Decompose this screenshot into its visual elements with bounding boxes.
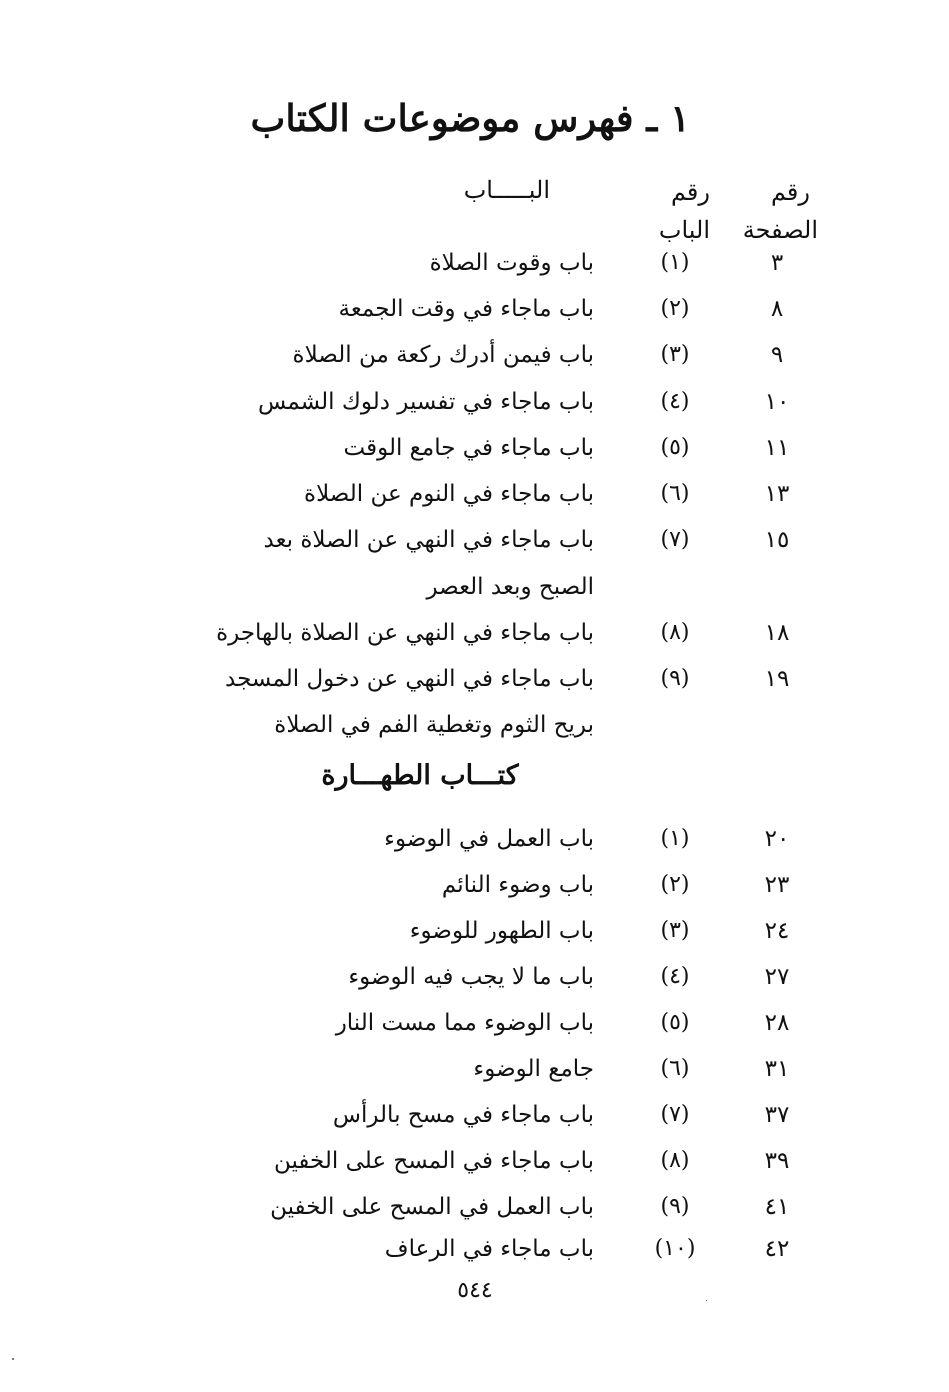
bab-number: (٨) — [660, 1148, 690, 1173]
page-number: ٨ — [770, 296, 784, 322]
bab-title-continuation: الصبح وبعد العصر — [426, 574, 594, 600]
table-row — [0, 1102, 949, 1142]
header-page-number-line2: الصفحة — [742, 216, 818, 244]
page-number: ٣٧ — [764, 1102, 790, 1128]
bab-title: باب العمل في الوضوء — [384, 826, 594, 852]
bab-number: (٢) — [660, 872, 690, 897]
bab-number: (٩) — [660, 1194, 690, 1219]
table-row — [0, 1010, 949, 1050]
table-row — [0, 1148, 949, 1188]
header-bab-number-line2: الباب — [658, 216, 710, 244]
bab-title: باب ماجاء في وقت الجمعة — [338, 296, 594, 322]
bab-number: (٢) — [660, 296, 690, 321]
page-number: ٢٨ — [764, 1010, 790, 1036]
bab-number: (٦) — [660, 481, 690, 506]
bab-title: باب ماجاء في مسح بالرأس — [332, 1102, 594, 1128]
page-number: ٢٣ — [764, 872, 790, 898]
page-number: ٩ — [770, 342, 784, 368]
page-number: ٤١ — [764, 1194, 790, 1220]
table-row — [0, 964, 949, 1004]
table-row — [0, 296, 949, 336]
table-row — [0, 872, 949, 912]
table-row — [0, 1194, 949, 1234]
table-row — [0, 918, 949, 958]
scan-speck — [12, 1358, 14, 1360]
page-number: ١٩ — [764, 666, 790, 692]
bab-title: باب ما لا يجب فيه الوضوء — [348, 964, 594, 990]
page-number: ١١ — [764, 435, 790, 461]
bab-title: باب الطهور للوضوء — [409, 918, 594, 944]
header-bab: البـــــاب — [463, 176, 550, 204]
table-row — [0, 435, 949, 475]
table-row — [0, 250, 949, 290]
bab-title: باب ماجاء في الرعاف — [384, 1236, 594, 1262]
bab-number: (٧) — [660, 1102, 690, 1127]
bab-title: باب فيمن أدرك ركعة من الصلاة — [292, 342, 594, 368]
table-row — [0, 826, 949, 866]
table-row — [0, 620, 949, 660]
scan-speck — [706, 1300, 707, 1301]
bab-title: باب وقوت الصلاة — [429, 250, 594, 276]
bab-title-continuation: بريح الثوم وتغطية الفم في الصلاة — [274, 712, 594, 738]
table-row — [0, 342, 949, 382]
bab-number: (٩) — [660, 666, 690, 691]
table-row — [0, 1056, 949, 1096]
page-number: ٢٧ — [764, 964, 790, 990]
page-number: ١٠ — [764, 389, 790, 415]
bab-number: (٥) — [660, 435, 690, 460]
page-number: ٢٤ — [764, 918, 790, 944]
header-page-number: رقم — [770, 178, 810, 206]
table-row — [0, 481, 949, 521]
bab-title: باب ماجاء في المسح على الخفين — [273, 1148, 594, 1174]
page-number: ٢٠ — [764, 826, 790, 852]
page-number: ١٣ — [764, 481, 790, 507]
page-number: ٣٩ — [764, 1148, 790, 1174]
page-number: ٣١ — [764, 1056, 790, 1082]
bab-title: باب الوضوء مما مست النار — [335, 1010, 594, 1036]
header-bab-number: رقم — [670, 178, 710, 206]
bab-title: جامع الوضوء — [473, 1056, 594, 1082]
bab-number: (١) — [660, 826, 690, 851]
bab-title: باب العمل في المسح على الخفين — [270, 1194, 594, 1220]
bab-number: (١٠) — [654, 1236, 696, 1261]
bab-number: (١) — [660, 250, 690, 275]
page-number: ١٥ — [764, 527, 790, 553]
bab-title: باب ماجاء في جامع الوقت — [343, 435, 594, 461]
table-row — [0, 389, 949, 429]
bab-number: (٧) — [660, 527, 690, 552]
table-row — [0, 666, 949, 706]
bab-number: (٣) — [660, 918, 690, 943]
bab-title: باب ماجاء في النوم عن الصلاة — [304, 481, 594, 507]
page-number: ٤٢ — [764, 1236, 790, 1262]
page-number: ١٨ — [764, 620, 790, 646]
page-number: ٣ — [770, 250, 784, 276]
bab-title: باب وضوء النائم — [441, 872, 594, 898]
bab-number: (٦) — [660, 1056, 690, 1081]
bab-number: (٤) — [660, 964, 690, 989]
bab-title: باب ماجاء في تفسير دلوك الشمس — [258, 389, 594, 415]
bab-number: (٤) — [660, 389, 690, 414]
bab-title: باب ماجاء في النهي عن دخول المسجد — [225, 666, 594, 692]
table-row — [0, 1236, 949, 1276]
bab-number: (٣) — [660, 342, 690, 367]
page-title: ١ ـ فهرس موضوعات الكتاب — [250, 96, 690, 140]
bab-title: باب ماجاء في النهي عن الصلاة بعد — [263, 527, 594, 553]
bab-title: باب ماجاء في النهي عن الصلاة بالهاجرة — [216, 620, 594, 646]
bab-number: (٥) — [660, 1010, 690, 1035]
table-row — [0, 527, 949, 567]
section-heading: كتـــاب الطهـــارة — [321, 760, 519, 791]
bab-number: (٨) — [660, 620, 690, 645]
folio-page-number: ٥٤٤ — [457, 1278, 493, 1303]
